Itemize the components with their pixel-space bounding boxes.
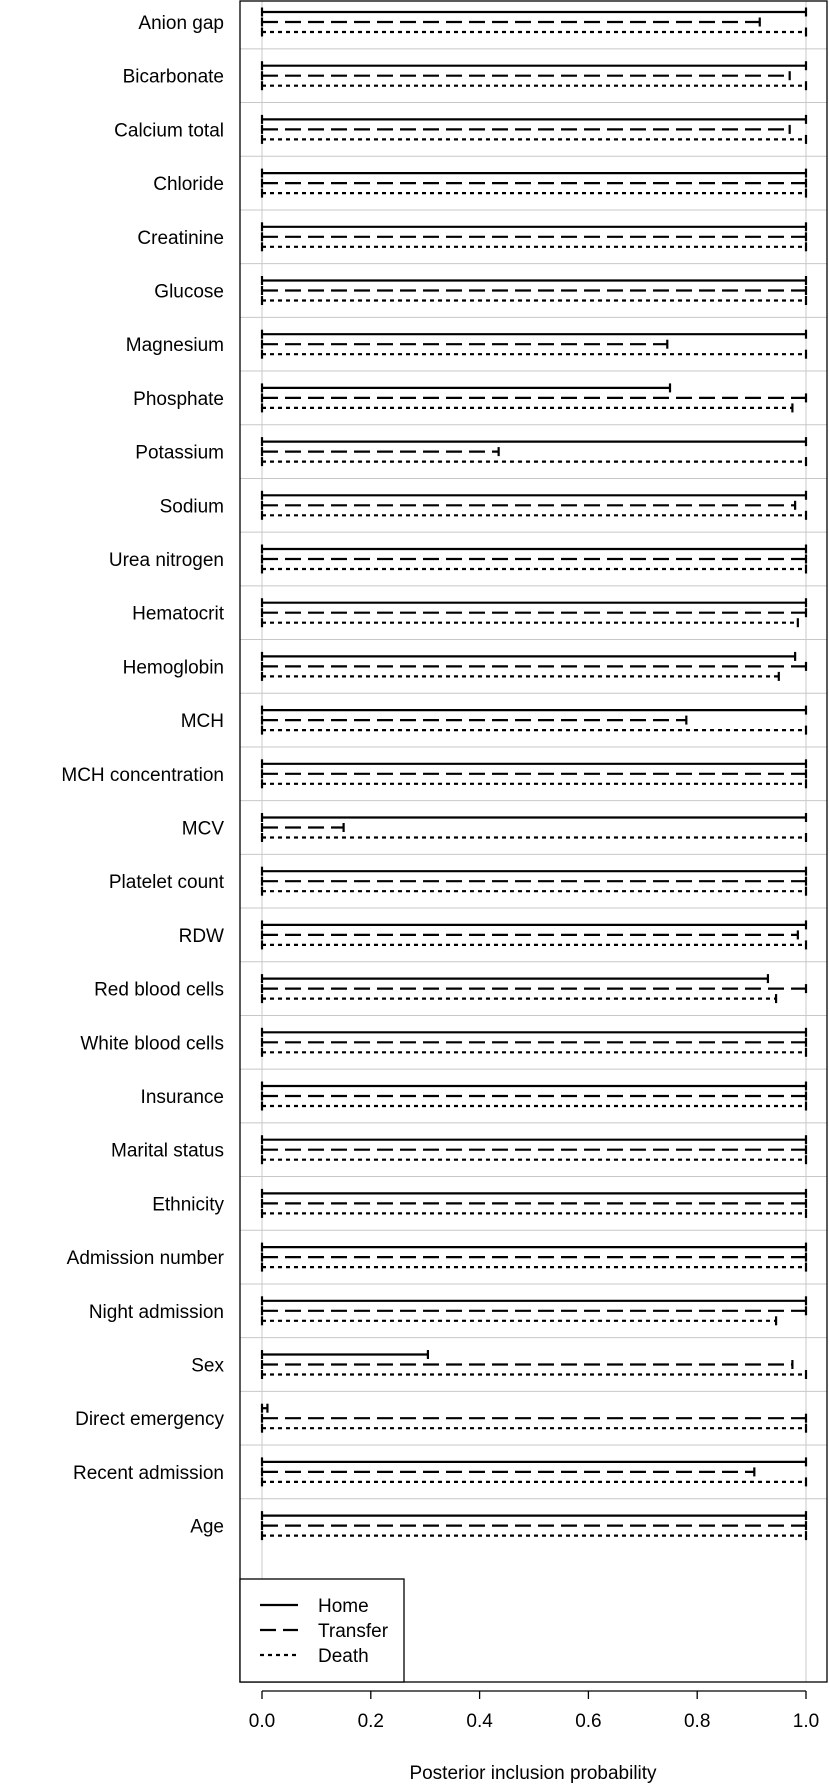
bar-home-direct-emergency: [262, 1404, 267, 1413]
bar-home-chloride: [262, 169, 806, 178]
bar-death-rdw: [262, 940, 806, 949]
bar-death-hemoglobin: [262, 672, 779, 681]
bar-transfer-night-admission: [262, 1306, 806, 1315]
bar-transfer-red-blood-cells: [262, 984, 806, 993]
bar-death-mcv: [262, 833, 806, 842]
bar-transfer-anion-gap: [262, 18, 760, 27]
svg-text:Transfer: Transfer: [318, 1621, 389, 1642]
bar-death-admission-number: [262, 1263, 806, 1272]
row-separators: [240, 49, 827, 1499]
bar-transfer-mch: [262, 716, 686, 725]
bar-death-mch-concentration: [262, 779, 806, 788]
category-label-hematocrit: Hematocrit: [132, 603, 224, 625]
bar-home-mch: [262, 706, 806, 715]
bar-home-sodium: [262, 491, 806, 500]
x-tick-label: 0.6: [575, 1711, 602, 1732]
bar-death-bicarbonate: [262, 81, 806, 90]
bar-home-mcv: [262, 813, 806, 822]
bar-death-magnesium: [262, 350, 806, 359]
bar-death-hematocrit: [262, 618, 798, 627]
legend: [240, 1579, 404, 1682]
bar-death-platelet-count: [262, 887, 806, 896]
bar-transfer-sodium: [262, 501, 795, 510]
category-label-rdw: RDW: [178, 925, 224, 947]
bar-death-creatinine: [262, 242, 806, 251]
bar-death-anion-gap: [262, 28, 806, 37]
category-label-urea-nitrogen: Urea nitrogen: [108, 550, 224, 571]
category-label-chloride: Chloride: [153, 174, 224, 196]
bar-death-marital-status: [262, 1155, 806, 1164]
bar-death-mch: [262, 726, 806, 735]
bar-transfer-rdw: [262, 930, 798, 939]
bar-transfer-white-blood-cells: [262, 1038, 806, 1047]
bar-transfer-bicarbonate: [262, 71, 790, 80]
category-label-marital-status: Marital status: [111, 1140, 224, 1162]
category-label-recent-admission: Recent admission: [72, 1462, 224, 1484]
bar-death-potassium: [262, 457, 806, 466]
category-label-mch: MCH: [180, 711, 224, 733]
category-label-calcium-total: Calcium total: [114, 120, 224, 142]
bar-death-red-blood-cells: [262, 994, 776, 1003]
bar-death-insurance: [262, 1102, 806, 1111]
bar-home-admission-number: [262, 1243, 806, 1252]
bar-home-mch-concentration: [262, 759, 806, 768]
x-tick-label: 0.0: [248, 1711, 276, 1732]
bar-transfer-platelet-count: [262, 877, 806, 886]
bar-home-white-blood-cells: [262, 1028, 806, 1037]
svg-text:Home: Home: [318, 1596, 369, 1617]
bar-death-glucose: [262, 296, 806, 305]
bar-transfer-potassium: [262, 447, 499, 456]
bar-death-recent-admission: [262, 1477, 806, 1486]
x-axis: [249, 1691, 819, 1732]
bar-transfer-urea-nitrogen: [262, 555, 806, 564]
category-labels: [61, 13, 224, 1538]
plot-frame: [240, 1, 827, 1682]
bars: [262, 8, 806, 1541]
category-label-white-blood-cells: White blood cells: [80, 1033, 224, 1055]
x-axis-label: Posterior inclusion probability: [409, 1763, 657, 1784]
category-label-mcv: MCV: [181, 818, 224, 840]
category-label-sodium: Sodium: [159, 496, 224, 518]
category-label-sex: Sex: [191, 1355, 224, 1377]
category-label-creatinine: Creatinine: [137, 227, 224, 249]
bar-home-hemoglobin: [262, 652, 795, 661]
category-label-mch-concentration: MCH concentration: [61, 764, 224, 786]
bar-transfer-magnesium: [262, 340, 667, 349]
bar-transfer-insurance: [262, 1092, 806, 1101]
category-label-glucose: Glucose: [154, 281, 224, 303]
bar-home-night-admission: [262, 1296, 806, 1305]
bar-home-hematocrit: [262, 598, 806, 607]
category-label-hemoglobin: Hemoglobin: [122, 657, 224, 679]
bar-home-rdw: [262, 920, 806, 929]
bar-transfer-hemoglobin: [262, 662, 806, 671]
category-label-potassium: Potassium: [135, 442, 224, 464]
bar-home-ethnicity: [262, 1189, 806, 1198]
x-tick-label: 0.8: [683, 1711, 711, 1732]
bar-death-white-blood-cells: [262, 1048, 806, 1057]
bar-transfer-admission-number: [262, 1253, 806, 1262]
category-label-magnesium: Magnesium: [125, 335, 224, 357]
bar-transfer-hematocrit: [262, 608, 806, 617]
bar-transfer-phosphate: [262, 393, 806, 402]
x-tick-label: 1.0: [792, 1711, 820, 1732]
bar-death-ethnicity: [262, 1209, 806, 1218]
bar-home-recent-admission: [262, 1457, 806, 1466]
bar-death-urea-nitrogen: [262, 565, 806, 574]
category-label-platelet-count: Platelet count: [108, 872, 224, 894]
x-tick-label: 0.2: [357, 1711, 385, 1732]
bar-death-sodium: [262, 511, 806, 520]
category-label-admission-number: Admission number: [66, 1248, 224, 1270]
svg-text:Death: Death: [318, 1646, 369, 1667]
bar-home-sex: [262, 1350, 428, 1359]
category-label-phosphate: Phosphate: [133, 388, 224, 410]
bar-home-glucose: [262, 276, 806, 285]
bar-transfer-sex: [262, 1360, 792, 1369]
category-label-age: Age: [190, 1516, 224, 1538]
bar-home-potassium: [262, 437, 806, 446]
bar-home-urea-nitrogen: [262, 545, 806, 554]
bar-transfer-ethnicity: [262, 1199, 806, 1208]
reference-lines: [262, 1, 806, 1682]
bar-home-bicarbonate: [262, 61, 806, 70]
category-label-anion-gap: Anion gap: [138, 13, 224, 34]
category-label-ethnicity: Ethnicity: [152, 1194, 224, 1216]
bar-home-marital-status: [262, 1135, 806, 1144]
bar-death-chloride: [262, 189, 806, 198]
bar-death-sex: [262, 1370, 806, 1379]
category-label-insurance: Insurance: [140, 1087, 224, 1108]
bar-transfer-age: [262, 1521, 806, 1530]
bar-home-age: [262, 1511, 806, 1520]
bar-death-age: [262, 1531, 806, 1540]
bar-home-red-blood-cells: [262, 974, 768, 983]
category-label-night-admission: Night admission: [88, 1301, 224, 1323]
category-label-direct-emergency: Direct emergency: [75, 1409, 224, 1431]
bar-home-platelet-count: [262, 867, 806, 876]
bar-transfer-creatinine: [262, 232, 806, 241]
bar-home-insurance: [262, 1082, 806, 1091]
x-tick-label: 0.4: [466, 1711, 493, 1732]
bar-death-calcium-total: [262, 135, 806, 144]
bar-home-phosphate: [262, 383, 670, 392]
bar-home-calcium-total: [262, 115, 806, 124]
bar-transfer-direct-emergency: [262, 1414, 806, 1423]
bar-transfer-recent-admission: [262, 1467, 754, 1476]
bar-transfer-glucose: [262, 286, 806, 295]
bar-transfer-mcv: [262, 823, 344, 832]
bar-death-phosphate: [262, 403, 792, 412]
bar-home-creatinine: [262, 222, 806, 231]
bar-transfer-calcium-total: [262, 125, 790, 134]
bar-death-direct-emergency: [262, 1424, 806, 1433]
bar-home-anion-gap: [262, 8, 806, 17]
bar-transfer-mch-concentration: [262, 769, 806, 778]
bar-transfer-chloride: [262, 179, 806, 188]
category-label-bicarbonate: Bicarbonate: [122, 66, 224, 88]
bar-transfer-marital-status: [262, 1145, 806, 1154]
bar-death-night-admission: [262, 1316, 776, 1325]
category-label-red-blood-cells: Red blood cells: [94, 979, 224, 1001]
bar-home-magnesium: [262, 330, 806, 339]
